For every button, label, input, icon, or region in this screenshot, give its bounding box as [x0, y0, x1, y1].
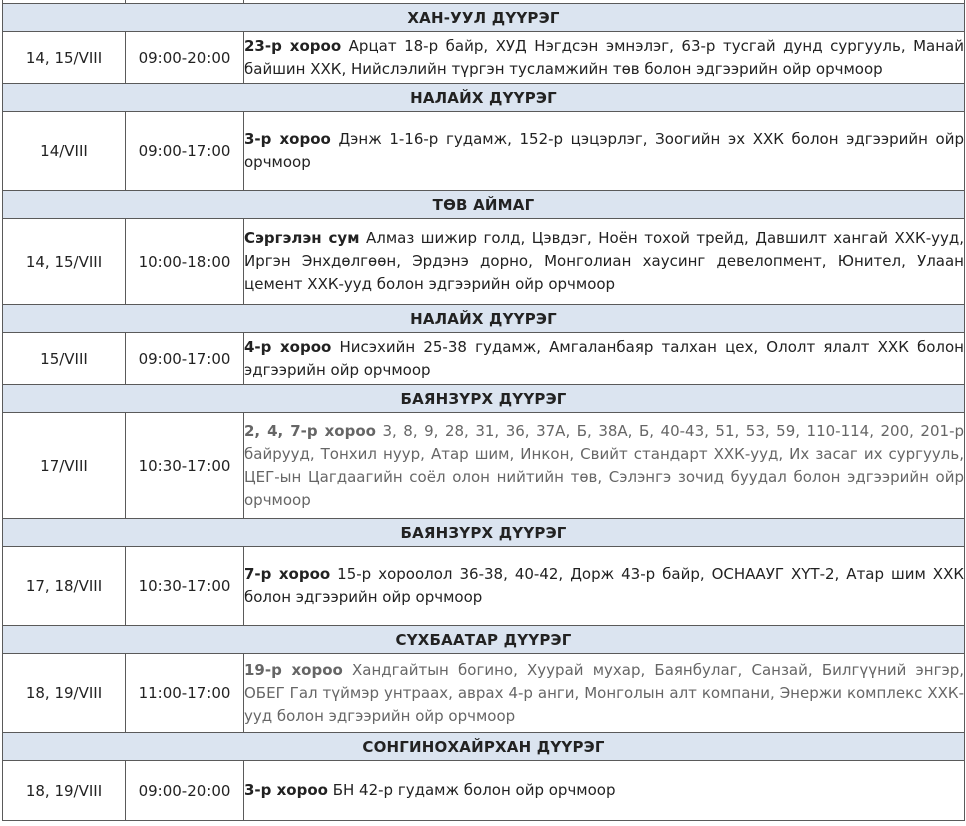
schedule-row: [3, 333, 965, 385]
date-cell: 14/VIII: [3, 112, 126, 191]
outage-schedule-table: [2, 0, 965, 821]
schedule-row: [3, 219, 965, 305]
date-cell: 14, 15/VIII: [3, 32, 126, 84]
location-cell: [244, 32, 965, 84]
location-cell: [244, 761, 965, 821]
area-label: 3-р хороо: [244, 781, 328, 799]
date-cell: 15/VIII: [3, 333, 126, 385]
time-cell: 09:00-17:00: [126, 112, 244, 191]
location-cell: [244, 547, 965, 626]
time-cell: 09:00-20:00: [126, 761, 244, 821]
schedule-row: [3, 112, 965, 191]
schedule-row: [3, 761, 965, 821]
location-text: БН 42-р гудамж болон ойр орчмоор: [327, 781, 616, 799]
location-text: Нисэхийн 25-38 гудамж, Амгаланбаяр талхан цех, Ололт ялалт ХХК болон эдгээрийн ойр орчмоор: [244, 337, 964, 379]
area-label: 2, 4, 7-р хороо: [244, 421, 376, 440]
location-text: 3, 8, 9, 28, 31, 36, 37А, Б, 38А, Б, 40-43, 51, 53, 59, 110-114, 200, 201-р байрууд, Тонхил нуур, Атар шим, Инкон, Свийт стандарт ХХК-ууд, Их засаг их сургууль, ЦЕГ-ын Цагдаагийн соёл олон нийтийн төв, Сэлэнгэ зочид буудал болон эдгээрийн ойр орчмоор: [244, 421, 964, 509]
time-cell: 10:30-17:00: [126, 413, 244, 519]
district-header: ХАН-УУЛ ДҮҮРЭГ: [3, 4, 965, 32]
time-cell: 09:00-17:00: [126, 333, 244, 385]
time-cell: 11:00-17:00: [126, 654, 244, 733]
schedule-row: [3, 32, 965, 84]
schedule-row: [3, 413, 965, 519]
location-cell: [244, 219, 965, 305]
date-cell: 14, 15/VIII: [3, 219, 126, 305]
district-header: СОНГИНОХАЙРХАН ДҮҮРЭГ: [3, 733, 965, 761]
district-header: НАЛАЙХ ДҮҮРЭГ: [3, 84, 965, 112]
location-cell: [244, 413, 965, 519]
time-cell: 09:00-20:00: [126, 32, 244, 84]
district-header: БАЯНЗҮРХ ДҮҮРЭГ: [3, 385, 965, 413]
district-header: НАЛАЙХ ДҮҮРЭГ: [3, 305, 965, 333]
district-header: БАЯНЗҮРХ ДҮҮРЭГ: [3, 519, 965, 547]
area-label: 3-р хороо: [244, 130, 331, 148]
area-label: 4-р хороо: [244, 337, 332, 356]
area-label: Сэргэлэн сум: [244, 229, 360, 247]
location-text: Арцат 18-р байр, ХУД Нэгдсэн эмнэлэг, 63-р тусгай дунд сургууль, Манай байшин ХХК, Нийслэлийн түргэн тусламжийн төв болон эдгээрийн ойр орчмоор: [244, 36, 964, 78]
location-text: Дэнж 1-16-р гудамж, 152-р цэцэрлэг, Зоогийн эх ХХК болон эдгээрийн ойр орчмоор: [244, 130, 964, 171]
location-text: Алмаз шижир голд, Цэвдэг, Ноён тохой трейд, Давшилт хангай ХХК-ууд, Иргэн Энхдөлгөөн, Эрдэнэ дорно, Монголиан хаусинг девелопмент, Юнител, Улаан цемент ХХК-ууд болон эдгээрийн ойр орчмоор: [244, 229, 964, 293]
location-cell: [244, 654, 965, 733]
time-cell: 10:30-17:00: [126, 547, 244, 626]
area-label: 7-р хороо: [244, 565, 331, 583]
district-header: ТӨВ АЙМАГ: [3, 191, 965, 219]
schedule-row: [3, 547, 965, 626]
district-header: СҮХБААТАР ДҮҮРЭГ: [3, 626, 965, 654]
area-label: 23-р хороо: [244, 36, 342, 55]
date-cell: 18, 19/VIII: [3, 654, 126, 733]
location-text: 15-р хороолол 36-38, 40-42, Дорж 43-р байр, ОСНААУГ ХҮТ-2, Атар шим ХХК болон эдгээрийн ойр орчмоор: [244, 565, 965, 606]
time-cell: 10:00-18:00: [126, 219, 244, 305]
date-cell: 18, 19/VIII: [3, 761, 126, 821]
area-label: 19-р хороо: [244, 660, 343, 679]
location-cell: [244, 333, 965, 385]
date-cell: 17, 18/VIII: [3, 547, 126, 626]
location-text: Хандгайтын богино, Хуурай мухар, Баянбулаг, Санзай, Билгүүний энгэр, ОБЕГ Гал түймэр унтраах, аврах 4-р анги, Монголын алт компани, Энержи комплекс ХХК-ууд болон эдгээрийн ойр орчмоор: [244, 660, 965, 725]
schedule-row: [3, 654, 965, 733]
date-cell: 17/VIII: [3, 413, 126, 519]
location-cell: [244, 112, 965, 191]
